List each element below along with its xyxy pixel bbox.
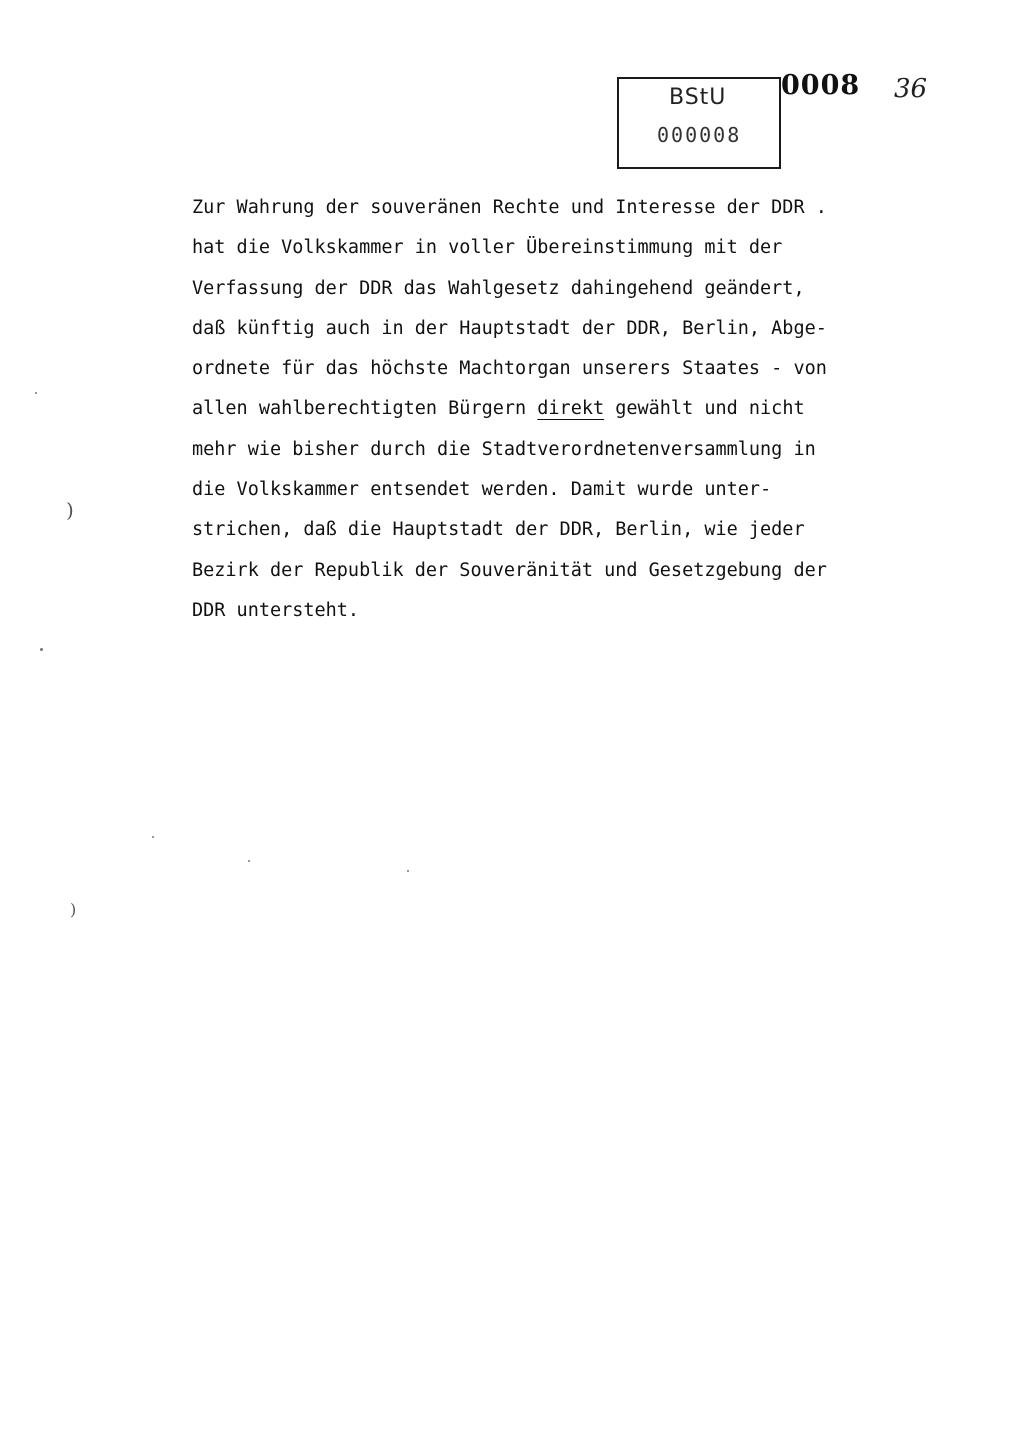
text-line: mehr wie bisher durch die Stadtverordnetenversammlung in (192, 438, 816, 460)
text-line: Zur Wahrung der souveränen Rechte und Interesse der DDR . (192, 197, 827, 218)
scan-speck (248, 860, 250, 862)
document-number: 0008 (781, 70, 861, 101)
punch-hole-mark: ) (70, 900, 77, 919)
text-line (192, 389, 912, 429)
text-line: strichen, daß die Hauptstadt der DDR, Berlin, wie jeder (192, 519, 805, 541)
archive-stamp (617, 77, 781, 169)
text-line: DDR untersteht. (192, 599, 360, 621)
text-line: Verfassung der DDR das Wahlgesetz dahingehend geändert, (192, 277, 805, 299)
text-line: ordnete für das höchste Machtorgan unserers Staates - von (192, 358, 827, 380)
text-line: Bezirk der Republik der Souveränität und Gesetzgebung der (192, 559, 827, 581)
handwritten-page-number: 36 (894, 74, 928, 104)
scan-speck (35, 392, 37, 394)
body-text (192, 188, 912, 631)
text-line: die Volkskammer entsendet werden. Damit wurde unter- (192, 479, 772, 501)
text-segment: gewählt und nicht (604, 398, 805, 420)
scan-speck (407, 870, 409, 872)
scan-speck (40, 648, 43, 651)
stamp-title: BStU (669, 85, 727, 110)
scan-speck (152, 836, 154, 838)
text-line: hat die Volkskammer in voller Übereinstimmung mit der (192, 237, 783, 259)
text-line: daß künftig auch in der Hauptstadt der DDR, Berlin, Abge- (192, 317, 827, 339)
underlined-word: direkt (537, 398, 605, 420)
stamp-number: 000008 (657, 123, 742, 147)
text-segment: allen wahlberechtigten Bürgern (192, 398, 538, 420)
punch-hole-mark: ) (66, 498, 74, 522)
